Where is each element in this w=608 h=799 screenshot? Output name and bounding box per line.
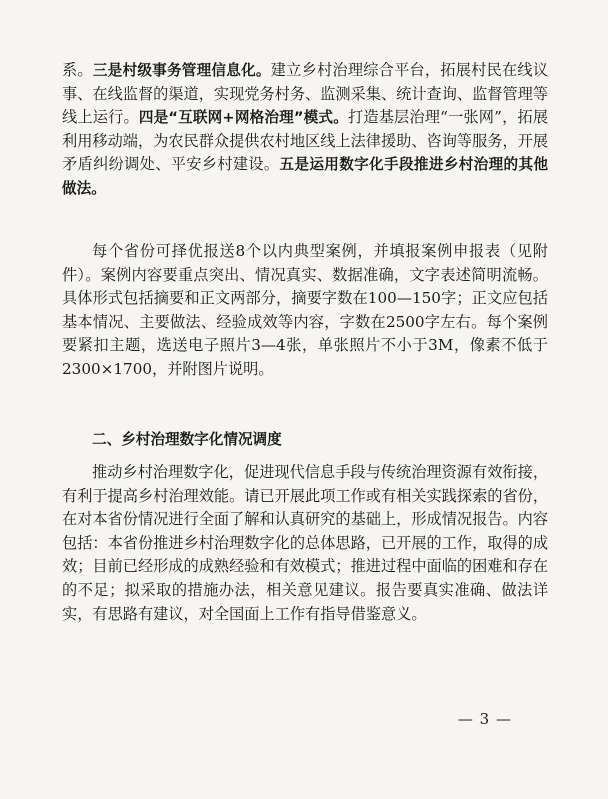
- paragraph-1-lead: 系。: [62, 61, 93, 79]
- section-heading-two: [62, 428, 548, 452]
- paragraph-2: 每个省份可择优报送8个以内典型案例，并填报案例申报表（见附件）。案例内容要重点突出、情况真实、数据准确，文字表述简明流畅。具体形式包括摘要和正文两部分，摘要字数在100—150字；正文应包括基本情况、主要做法、经验成效等内容，字数在2500字左右。每个案例要紧扣主题，选送电子照片3—4张，单张照片不小于3M，像素不低于2300×1700，并附图片说明。: [62, 242, 548, 378]
- page-number: — 3 —: [457, 710, 512, 728]
- point-four-heading: 四是“互联网+网格治理”模式。: [138, 109, 348, 127]
- section-heading-text: 二、乡村治理数字化情况调度: [92, 431, 282, 448]
- paragraph-village-affairs: [62, 59, 548, 201]
- point-four-body: 打造基层治理“一张网”，拓展利用移动端，为农民群众提供农村地区线上法律援助、咨询等服务，开展矛盾纠纷调处、平安乡村建设。: [62, 108, 549, 174]
- paragraph-digital-governance: [62, 461, 548, 626]
- paragraph-1: [62, 59, 548, 201]
- point-three-heading: 三是村级事务管理信息化。: [92, 62, 271, 79]
- point-three-body: 建立乡村治理综合平台，拓展村民在线议事、在线监督的渠道，实现党务村务、监测采集、统计查询、监督管理等线上运行。: [62, 61, 549, 127]
- point-five-heading: 五是运用数字化手段推进乡村治理的其他做法。: [62, 156, 548, 197]
- paragraph-3: 推动乡村治理数字化，促进现代信息手段与传统治理资源有效衔接，有利于提高乡村治理效能。请已开展此项工作或有相关实践探索的省份，在对本省份情况进行全面了解和认真研究的基础上，形成情况报告。内容包括：本省份推进乡村治理数字化的总体思路，已开展的工作，取得的成效；目前已经形成的成熟经验和有效模式；推进过程中面临的困难和存在的不足；拟采取的措施办法，相关意见建议。报告要真实准确、做法详实，有思路有建议，对全国面上工作有指导借鉴意义。: [62, 463, 548, 623]
- paragraph-submission-requirements: [62, 240, 548, 382]
